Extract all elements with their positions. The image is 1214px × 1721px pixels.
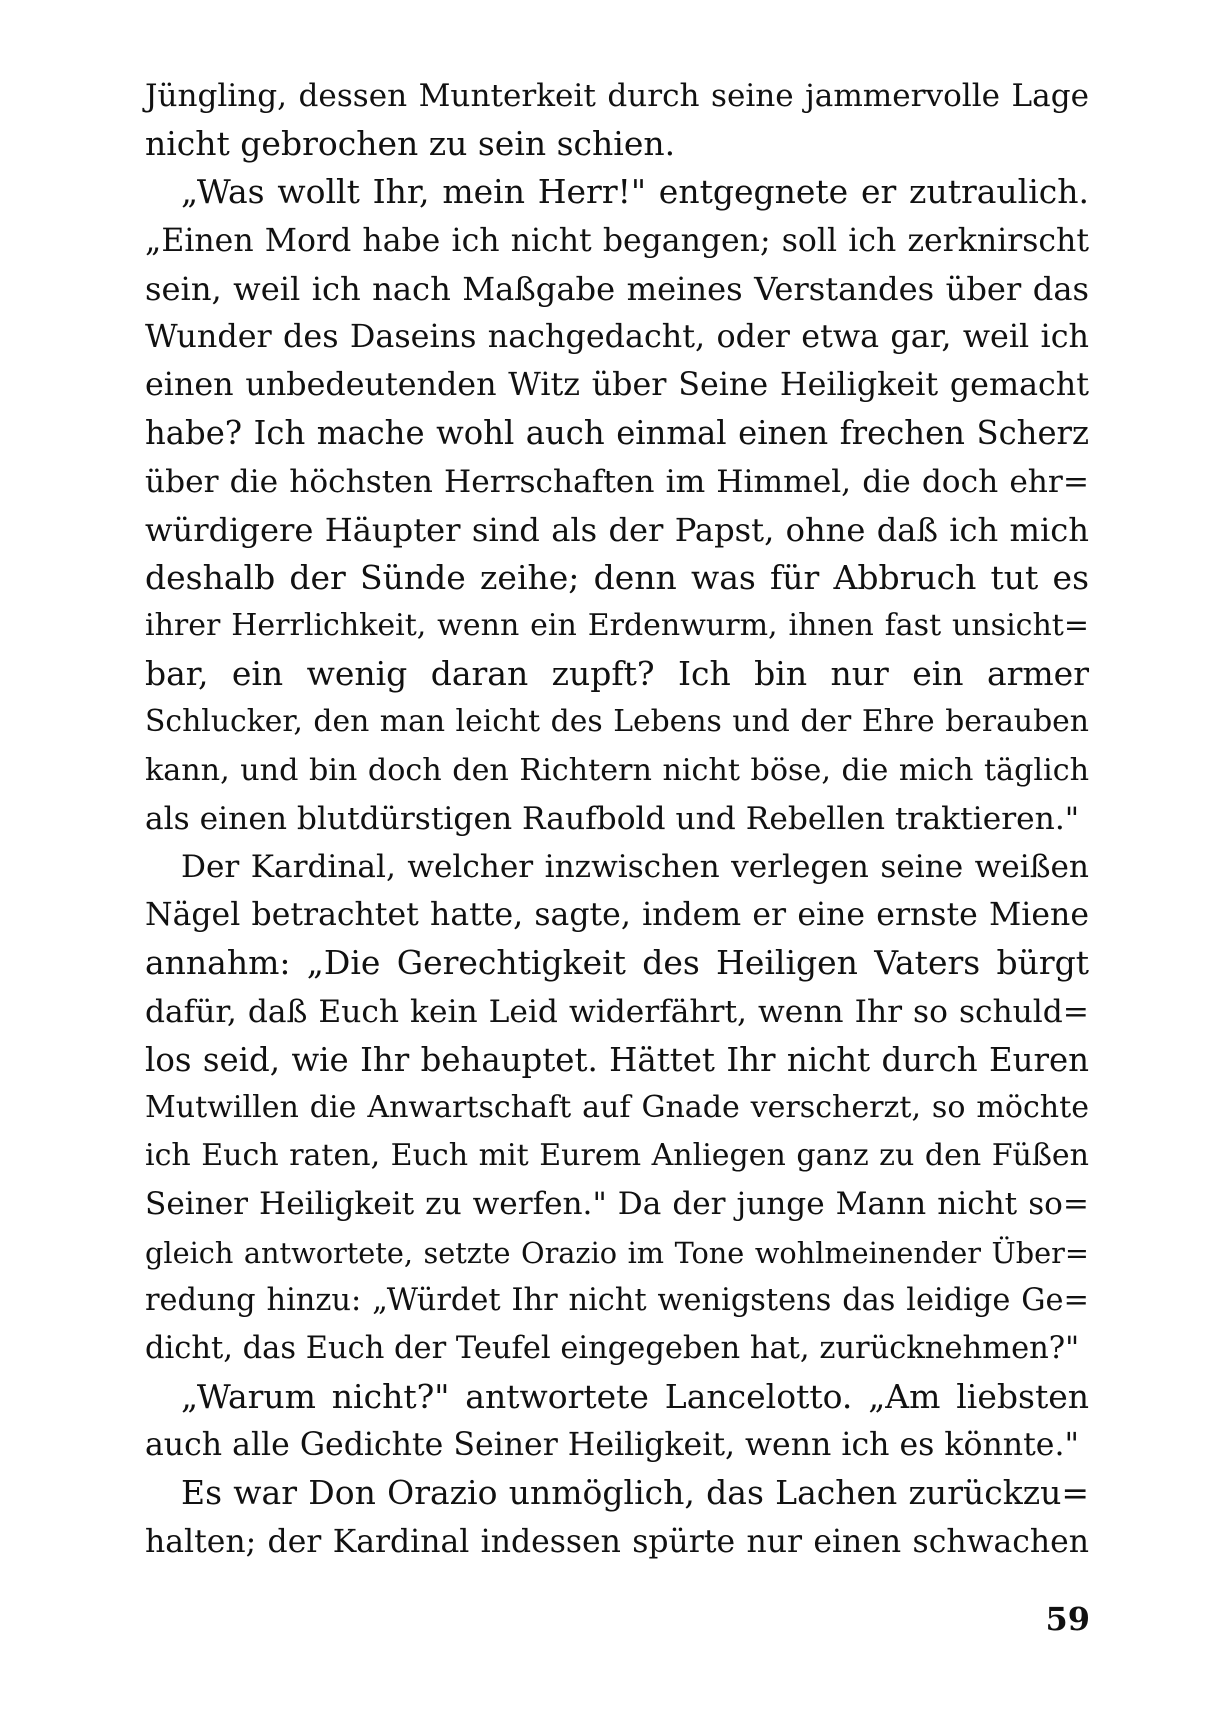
text-line: deshalb der Sünde zeihe; denn was für Abbruch tut es xyxy=(145,557,1089,597)
text-line: Der Kardinal, welcher inzwischen verlegen seine weißen xyxy=(181,849,1089,885)
text-line: würdigere Häupter sind als der Papst, ohne daß ich mich xyxy=(145,510,1089,549)
text-line: Es war Don Orazio unmöglich, das Lachen zurückzu= xyxy=(181,1473,1089,1513)
text-line: redung hinzu: „Würdet Ihr nicht wenigstens das leidige Ge= xyxy=(145,1282,1089,1318)
text-line: „Warum nicht?" antwortete Lancelotto. „Am liebsten xyxy=(181,1377,1089,1417)
text-line: Seiner Heiligkeit zu werfen." Da der junge Mann nicht so= xyxy=(145,1186,1089,1223)
text-line: ich Euch raten, Euch mit Eurem Anliegen ganz zu den Füßen xyxy=(145,1138,1089,1174)
text-line: „Was wollt Ihr, mein Herr!" entgegnete er zutraulich. xyxy=(181,172,1089,212)
text-line: einen unbedeutenden Witz über Seine Heiligkeit gemacht xyxy=(145,367,1089,404)
text-line: nicht gebrochen zu sein schien. xyxy=(145,124,676,164)
text-line: habe? Ich mache wohl auch einmal einen frechen Scherz xyxy=(145,414,1089,453)
text-line: kann, und bin doch den Richtern nicht böse, die mich täglich xyxy=(145,752,1089,788)
text-line: Nägel betrachtet hatte, sagte, indem er eine ernste Miene xyxy=(145,897,1089,934)
body-text xyxy=(145,72,1089,1566)
text-line: annahm: „Die Gerechtigkeit des Heiligen Vaters bürgt xyxy=(145,943,1089,983)
page-number: 59 xyxy=(1045,1600,1090,1638)
text-line: los seid, wie Ihr behauptet. Hättet Ihr nicht durch Euren xyxy=(145,1040,1089,1079)
text-line: Jüngling, dessen Munterkeit durch seine jammervolle Lage xyxy=(145,78,1089,114)
text-line: sein, weil ich nach Maßgabe meines Verstandes über das xyxy=(145,269,1089,308)
text-line: halten; der Kardinal indessen spürte nur einen schwachen xyxy=(145,1523,1089,1560)
text-line: über die höchsten Herrschaften im Himmel, die doch ehr= xyxy=(145,463,1089,500)
text-line: dicht, das Euch der Teufel eingegeben hat, zurücknehmen?" xyxy=(145,1330,1080,1366)
text-line: Mutwillen die Anwartschaft auf Gnade verscherzt, so möchte xyxy=(145,1089,1089,1125)
text-line: ihrer Herrlichkeit, wenn ein Erdenwurm, ihnen fast unsicht= xyxy=(145,608,1089,644)
text-line: Wunder des Daseins nachgedacht, oder etwa gar, weil ich xyxy=(145,317,1089,355)
text-line: „Einen Mord habe ich nicht begangen; soll ich zerknirscht xyxy=(145,222,1089,259)
text-line: bar, ein wenig daran zupft? Ich bin nur ein armer xyxy=(145,654,1089,694)
text-line: Schlucker, den man leicht des Lebens und der Ehre berauben xyxy=(145,704,1089,740)
text-line: dafür, daß Euch kein Leid widerfährt, wenn Ihr so schuld= xyxy=(145,993,1089,1030)
text-line: als einen blutdürstigen Raufbold und Rebellen traktieren." xyxy=(145,800,1080,837)
text-line: auch alle Gedichte Seiner Heiligkeit, wenn ich es könnte." xyxy=(145,1427,1080,1464)
text-line: gleich antwortete, setzte Orazio im Tone wohlmeinender Über= xyxy=(145,1235,1089,1270)
